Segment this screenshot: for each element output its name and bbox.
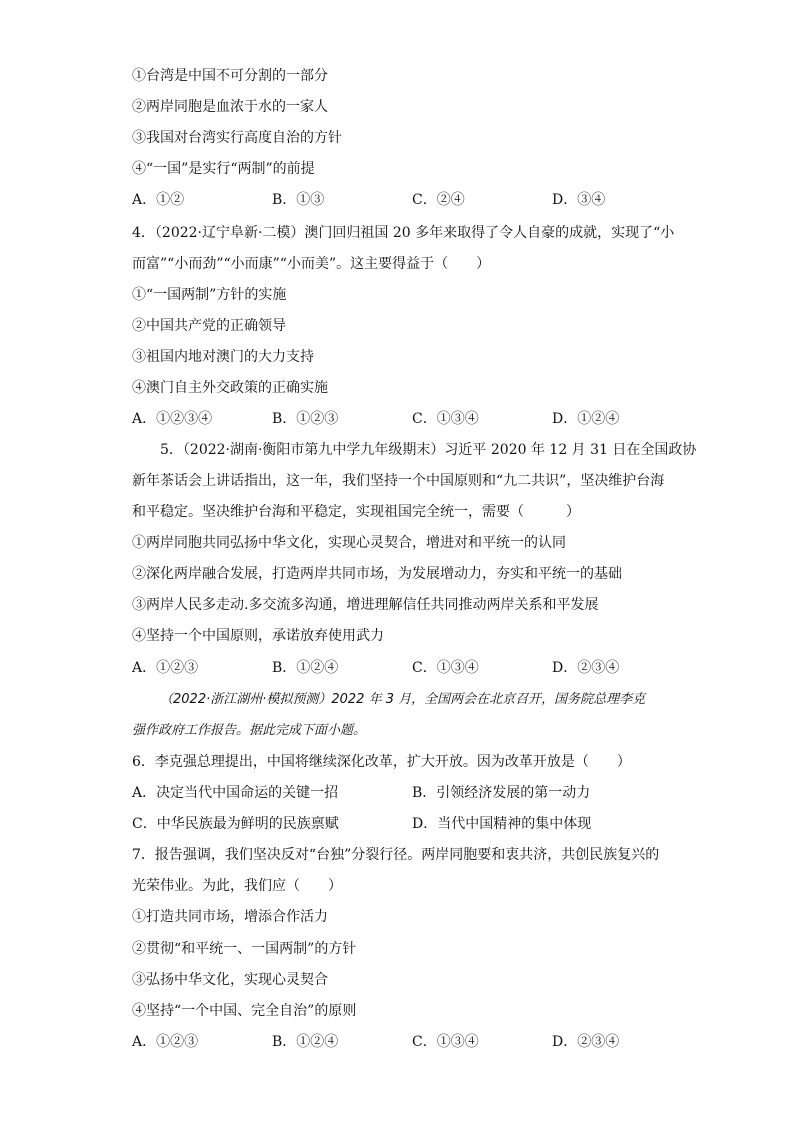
q5-statement-3: ③两岸人民多走动.多交流多沟通，增进理解信任共同推动两岸关系和平发展 xyxy=(132,597,599,613)
q7-statement-3: ③弘扬中华文化，实现心灵契合 xyxy=(132,972,328,988)
q7-options xyxy=(132,1032,692,1052)
option-d: D．②③④ xyxy=(552,1034,620,1050)
option-a: A．①②③ xyxy=(132,1034,199,1050)
option-b: B．①③ xyxy=(272,192,325,208)
q5-statement-1: ①两岸同胞共同弘扬中华文化，实现心灵契合，增进对和平统一的认同 xyxy=(132,535,566,551)
option-b: B．①②③ xyxy=(272,411,339,427)
option-d: D．②③④ xyxy=(552,660,620,676)
q6-options-row-1 xyxy=(132,783,692,803)
option-a: A．①②③④ xyxy=(132,411,213,427)
q3-statement-2: ②两岸同胞是血浓于水的一家人 xyxy=(132,99,328,115)
q7-statement-2: ②贯彻“和平统一、一国两制”的方针 xyxy=(132,941,357,957)
q4-statement-4: ④澳门自主外交政策的正确实施 xyxy=(132,380,328,396)
option-c: C．①③④ xyxy=(412,411,479,427)
option-b: B．①②④ xyxy=(272,660,339,676)
material-intro-line-2: 强作政府工作报告。据此完成下面小题。 xyxy=(132,723,367,738)
option-a: A．①②③ xyxy=(132,660,199,676)
q5-statement-2: ②深化两岸融合发展，打造两岸共同市场，为发展增动力，夯实和平统一的基础 xyxy=(132,566,622,582)
option-d: D．①②④ xyxy=(552,411,620,427)
q7-statement-4: ④坚持“一个中国、完全自治”的原则 xyxy=(132,1003,357,1019)
option-a: A．决定当代中国命运的关键一招 xyxy=(132,785,339,801)
q7-stem-line-1: 7．报告强调，我们坚决反对“台独”分裂行径。两岸同胞要和衷共济，共创民族复兴的 xyxy=(132,847,660,863)
q4-statement-1: ①“一国两制”方针的实施 xyxy=(132,287,287,303)
option-c: C．中华民族最为鲜明的民族禀赋 xyxy=(132,816,339,832)
option-d: D．当代中国精神的集中体现 xyxy=(412,816,592,832)
q3-statement-1: ①台湾是中国不可分割的一部分 xyxy=(132,68,328,84)
option-a: A．①② xyxy=(132,192,185,208)
q3-options xyxy=(132,190,692,210)
q5-options xyxy=(132,658,692,678)
material-intro-line-1: （2022·浙江湖州·模拟预测）2022 年 3 月，全国两会在北京召开，国务院总理李克 xyxy=(160,692,646,707)
q4-options xyxy=(132,409,692,429)
option-c: C．②④ xyxy=(412,192,465,208)
q4-statement-2: ②中国共产党的正确领导 xyxy=(132,318,286,334)
q3-statement-4: ④“一国”是实行“两制”的前提 xyxy=(132,161,315,177)
option-b: B．①②④ xyxy=(272,1034,339,1050)
q4-stem-line-2: 而富”“小而劲”“小而康”“小而美”。这主要得益于（ ） xyxy=(132,256,491,272)
option-d: D．③④ xyxy=(552,192,606,208)
q6-options-row-2 xyxy=(132,814,692,834)
option-b: B．引领经济发展的第一动力 xyxy=(412,785,591,801)
option-c: C．①③④ xyxy=(412,1034,479,1050)
q4-statement-3: ③祖国内地对澳门的大力支持 xyxy=(132,349,314,365)
q5-stem-line-2: 新年茶话会上讲话指出，这一年，我们坚持一个中国原则和“九二共识”，坚决维护台海 xyxy=(132,473,665,489)
q7-stem-line-2: 光荣伟业。为此，我们应（ ） xyxy=(132,878,342,894)
q5-statement-4: ④坚持一个中国原则，承诺放弃使用武力 xyxy=(132,628,384,644)
q7-statement-1: ①打造共同市场，增添合作活力 xyxy=(132,909,328,925)
q5-stem-line-3: 和平稳定。坚决维护台海和平稳定，实现祖国完全统一，需要（ ） xyxy=(132,504,580,520)
q5-stem-line-1: 5．（2022·湖南·衡阳市第九中学九年级期末）习近平 2020 年 12 月 31 日在全国政协 xyxy=(160,442,697,458)
option-c: C．①③④ xyxy=(412,660,479,676)
q6-stem: 6．李克强总理提出，中国将继续深化改革，扩大开放。因为改革开放是（ ） xyxy=(132,754,631,770)
q3-statement-3: ③我国对台湾实行高度自治的方针 xyxy=(132,130,342,146)
q4-stem-line-1: 4．（2022·辽宁阜新·二模）澳门回归祖国 20 多年来取得了令人自豪的成就，实现了“小 xyxy=(132,225,675,241)
